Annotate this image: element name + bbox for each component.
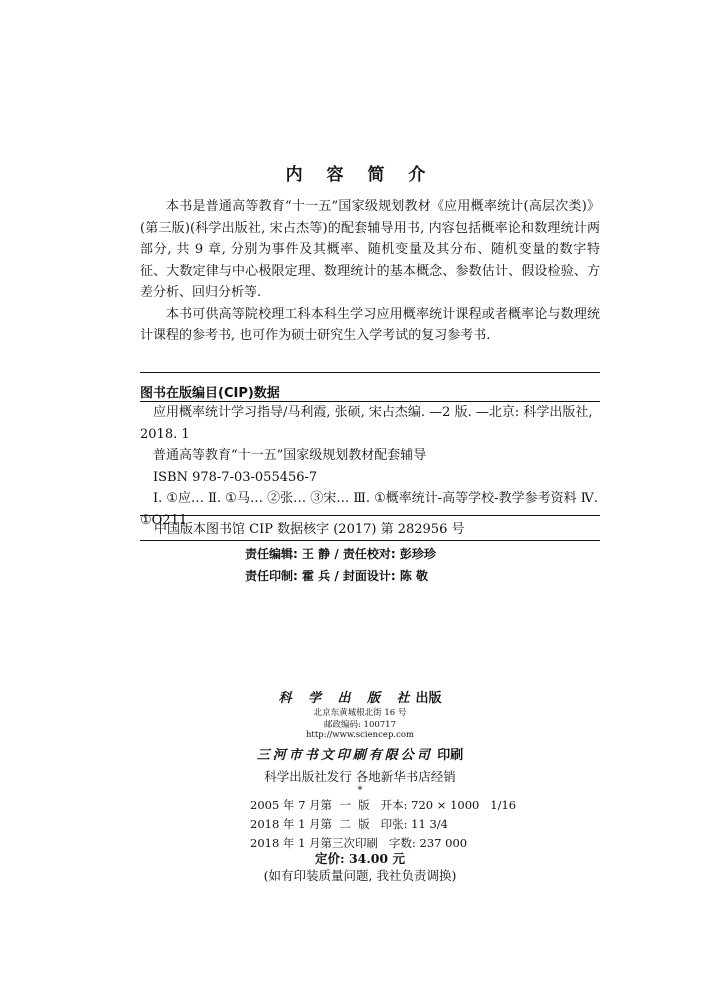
cip-data xyxy=(140,402,600,531)
printer-suffix: 印刷 xyxy=(437,748,464,763)
divider xyxy=(140,372,600,373)
divider xyxy=(140,515,600,516)
cip-line: ISBN 978-7-03-055456-7 xyxy=(153,469,318,485)
summary-paragraph: 本书可供高等院校理工科本科生学习应用概率统计课程或者概率论与数理统计课程的参考书, 也可作为硕士研究生入学考试的复习参考书. xyxy=(140,306,600,343)
price: 定价: 34.00 元 xyxy=(315,851,405,866)
printer-logo: 三河市书文印刷有限公司 xyxy=(256,748,433,763)
publisher-url: http://www.sciencep.com xyxy=(305,730,415,740)
edition-line: 2018 年 1 月第三次印刷 字数: 237 000 xyxy=(250,836,468,850)
quality-note: (如有印装质量问题, 我社负责调换) xyxy=(263,868,457,883)
publisher-line xyxy=(0,687,720,706)
editor-credits: 责任编辑: 王 静 / 责任校对: 彭珍珍 xyxy=(245,547,436,561)
cip-record: 中国版本图书馆 CIP 数据核字 (2017) 第 282956 号 xyxy=(154,522,465,537)
cip-line: Ⅰ. ①应… Ⅱ. ①马… ②张… ③宋… Ⅲ. ①概率统计-高等学校-教学参考资料 Ⅳ. ①O211 xyxy=(140,491,598,528)
divider xyxy=(140,540,600,541)
cip-line: 普通高等教育“十一五”国家级规划教材配套辅导 xyxy=(153,448,427,463)
summary-text xyxy=(140,196,600,347)
summary-paragraph: 本书是普通高等教育“十一五”国家级规划教材《应用概率统计(高层次类)》(第三版)(科学出版社, 宋占杰等)的配套辅导用书, 内容包括概率论和数理统计两部分, 共 9 章, 分别为事件及其概率、随机变量及其分布、随机变量的数字特征、大数定律与中心极限定理、数理统计的基本概念、参数估计、假设检验、方差分析、回归分析等. xyxy=(140,199,600,300)
page-title: 内 容 简 介 xyxy=(285,165,435,185)
cip-heading: 图书在版编目(CIP)数据 xyxy=(140,386,280,401)
separator-star: * xyxy=(357,785,363,796)
production-credits: 责任印制: 霍 兵 / 封面设计: 陈 敬 xyxy=(245,569,429,583)
cip-line: 应用概率统计学习指导/马利霞, 张硕, 宋占杰编. —2 版. —北京: 科学出版社, 2018. 1 xyxy=(140,405,593,442)
printer-line xyxy=(0,744,720,763)
publisher-address: 北京东黄城根北街 16 号 xyxy=(313,708,407,718)
edition-line: 2018 年 1 月第 二 版 印张: 11 3/4 xyxy=(250,817,448,831)
edition-line: 2005 年 7 月第 一 版 开本: 720 × 1000 1/16 xyxy=(250,798,517,812)
distribution-line: 科学出版社发行 各地新华书店经销 xyxy=(264,769,456,784)
publisher-logo: 科 学 出 版 社 xyxy=(278,691,416,706)
publisher-postcode: 邮政编码: 100717 xyxy=(323,720,396,730)
publisher-suffix: 出版 xyxy=(415,691,442,706)
